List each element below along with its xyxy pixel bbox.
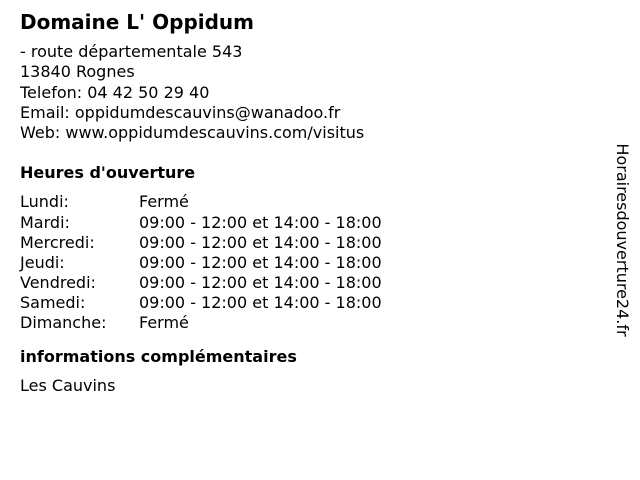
hours-row-mercredi	[20, 233, 600, 253]
day-label: Mercredi:	[20, 232, 95, 252]
site-watermark: Horairesdouverture24.fr	[613, 143, 632, 337]
day-hours: 09:00 - 12:00 et 14:00 - 18:00	[139, 272, 382, 292]
contact-block	[20, 42, 600, 143]
day-hours: 09:00 - 12:00 et 14:00 - 18:00	[139, 232, 382, 252]
additional-info-heading: informations complémentaires	[20, 347, 297, 367]
opening-hours-table	[20, 192, 600, 333]
business-name: Domaine L' Oppidum	[20, 10, 255, 34]
day-label: Dimanche:	[20, 313, 107, 333]
day-hours: Fermé	[139, 313, 189, 333]
address-line-street: - route départementale 543	[20, 42, 243, 61]
hours-row-lundi	[20, 192, 600, 212]
hours-row-samedi	[20, 293, 600, 313]
hours-row-jeudi	[20, 253, 600, 273]
day-hours: 09:00 - 12:00 et 14:00 - 18:00	[139, 252, 382, 272]
day-label: Samedi:	[20, 292, 86, 312]
opening-hours-heading: Heures d'ouverture	[20, 163, 196, 183]
day-label: Vendredi:	[20, 272, 96, 292]
day-hours: 09:00 - 12:00 et 14:00 - 18:00	[139, 292, 382, 312]
hours-row-dimanche	[20, 313, 600, 333]
email-text: Email: oppidumdescauvins@wanadoo.fr	[20, 102, 341, 122]
day-label: Jeudi:	[20, 252, 65, 272]
day-label: Mardi:	[20, 212, 70, 232]
hours-row-vendredi	[20, 273, 600, 293]
address-line-city: 13840 Rognes	[20, 62, 135, 82]
day-hours: 09:00 - 12:00 et 14:00 - 18:00	[139, 212, 382, 232]
website-text: Web: www.oppidumdescauvins.com/visitus	[20, 123, 365, 143]
phone-text: Telefon: 04 42 50 29 40	[20, 82, 210, 102]
additional-info-text: Les Cauvins	[20, 376, 116, 396]
business-card	[20, 10, 600, 396]
day-label: Lundi:	[20, 192, 69, 212]
day-hours: Fermé	[139, 192, 189, 212]
hours-row-mardi	[20, 213, 600, 233]
